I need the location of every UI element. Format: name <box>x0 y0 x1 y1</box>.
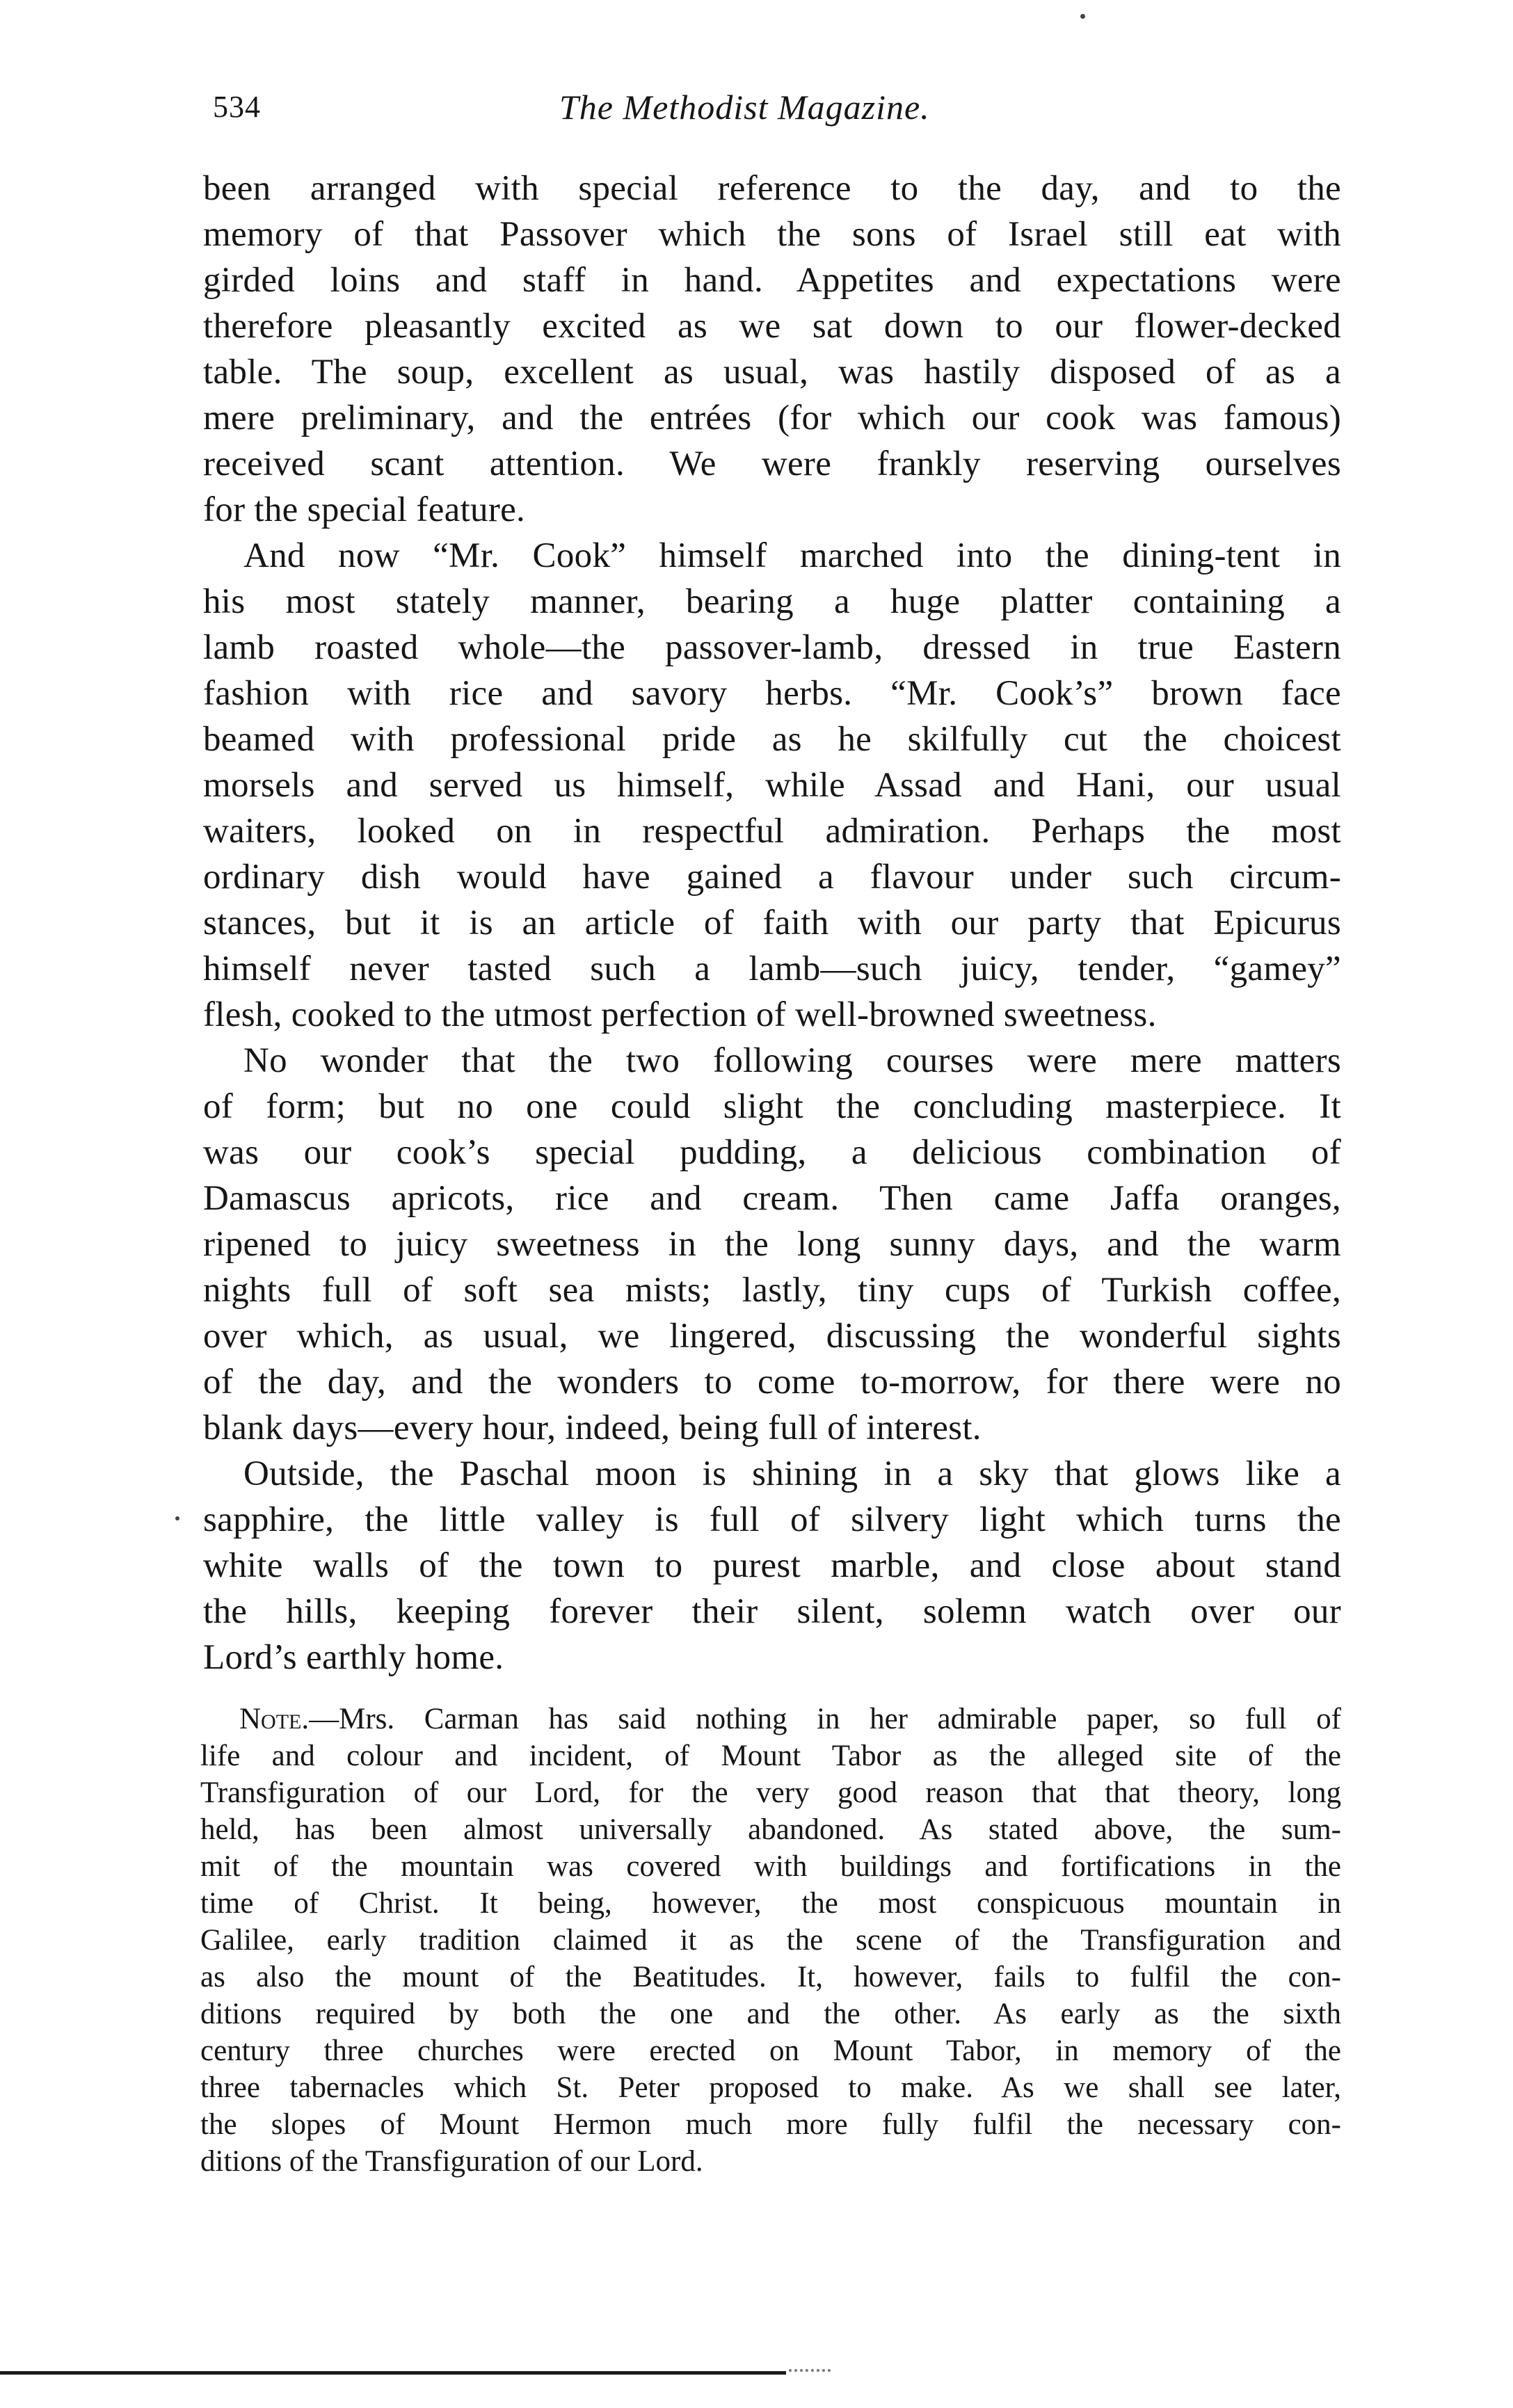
body-line: table. The soup, excellent as usual, was hastily disposed of as a <box>203 353 1341 392</box>
body-line: nights full of soft sea mists; lastly, tiny cups of Turkish coffee, <box>203 1271 1341 1310</box>
body-line: of the day, and the wonders to come to-morrow, for there were no <box>203 1363 1341 1402</box>
body-line: Damascus apricots, rice and cream. Then came Jaffa oranges, <box>203 1179 1341 1218</box>
body-line: memory of that Passover which the sons of Israel still eat with <box>203 215 1341 254</box>
note-line: ditions required by both the one and the other. As early as the sixth <box>200 1998 1341 2030</box>
body-line: Lord’s earthly home. <box>203 1638 504 1677</box>
ink-speck <box>1080 14 1085 19</box>
body-line: fashion with rice and savory herbs. “Mr. Cook’s” brown face <box>203 674 1341 713</box>
note-line: mit of the mountain was covered with buildings and fortifications in the <box>200 1850 1341 1883</box>
note-line: Galilee, early tradition claimed it as the scene of the Transfiguration and <box>200 1924 1341 1957</box>
body-line: No wonder that the two following courses were mere matters <box>243 1041 1341 1080</box>
body-line: Outside, the Paschal moon is shining in a sky that glows like a <box>243 1454 1341 1493</box>
body-line: morsels and served us himself, while Assad and Hani, our usual <box>203 766 1341 805</box>
body-line: of form; but no one could slight the concluding masterpiece. It <box>203 1087 1341 1126</box>
body-line: flesh, cooked to the utmost perfection of well-browned sweetness. <box>203 995 1157 1034</box>
note-line: life and colour and incident, of Mount Tabor as the alleged site of the <box>200 1740 1341 1772</box>
note-text: —Mrs. Carman has said nothing in her admirable paper, so full of <box>309 1703 1341 1735</box>
body-line: himself never tasted such a lamb—such juicy, tender, “gamey” <box>203 949 1341 988</box>
body-line: beamed with professional pride as he skilfully cut the choicest <box>203 720 1341 759</box>
body-line: been arranged with special reference to the day, and to the <box>203 169 1341 208</box>
note-label: Note. <box>239 1703 310 1735</box>
note-line: as also the mount of the Beatitudes. It, however, fails to fulfil the con- <box>200 1961 1341 1993</box>
bottom-rule <box>0 2371 786 2375</box>
body-line: the hills, keeping forever their silent, solemn watch over our <box>203 1592 1341 1631</box>
running-title: The Methodist Magazine. <box>559 88 930 127</box>
body-line: white walls of the town to purest marble, and close about stand <box>203 1546 1341 1585</box>
body-line: his most stately manner, bearing a huge platter containing a <box>203 582 1341 621</box>
page-number: 534 <box>213 90 261 124</box>
body-line: And now “Mr. Cook” himself marched into the dining-tent in <box>243 536 1341 575</box>
body-line: ripened to juicy sweetness in the long sunny days, and the warm <box>203 1225 1341 1264</box>
note-line: the slopes of Mount Hermon much more fully fulfil the necessary con- <box>200 2108 1341 2141</box>
note-line: Transfiguration of our Lord, for the very good reason that that theory, long <box>200 1776 1341 1809</box>
body-line: waiters, looked on in respectful admiration. Perhaps the most <box>203 812 1341 851</box>
note-line: ditions of the Transfiguration of our Lord. <box>200 2145 703 2178</box>
body-line: stances, but it is an article of faith with our party that Epicurus <box>203 904 1341 942</box>
note-line: century three churches were erected on Mount Tabor, in memory of the <box>200 2034 1341 2067</box>
note-line: time of Christ. It being, however, the most conspicuous mountain in <box>200 1887 1341 1920</box>
note-line <box>239 1702 1341 1737</box>
note-line: held, has been almost universally abandoned. As stated above, the sum- <box>200 1813 1341 1846</box>
bottom-rule-dashes <box>789 2369 831 2372</box>
body-line: received scant attention. We were frankly reserving ourselves <box>203 444 1341 483</box>
body-line: ordinary dish would have gained a flavour under such circum- <box>203 858 1341 897</box>
body-line: for the special feature. <box>203 490 526 529</box>
body-line: mere preliminary, and the entrées (for which our cook was famous) <box>203 399 1341 438</box>
body-line: blank days—every hour, indeed, being full of interest. <box>203 1408 982 1447</box>
body-line: sapphire, the little valley is full of silvery light which turns the <box>203 1500 1341 1539</box>
body-line: lamb roasted whole—the passover-lamb, dressed in true Eastern <box>203 628 1341 667</box>
body-line: was our cook’s special pudding, a delicious combination of <box>203 1133 1341 1172</box>
margin-dot <box>175 1516 179 1520</box>
body-line: girded loins and staff in hand. Appetites and expectations were <box>203 261 1341 300</box>
note-line: three tabernacles which St. Peter proposed to make. As we shall see later, <box>200 2071 1341 2104</box>
body-line: therefore pleasantly excited as we sat down to our flower-decked <box>203 307 1341 346</box>
body-line: over which, as usual, we lingered, discussing the wonderful sights <box>203 1317 1341 1356</box>
